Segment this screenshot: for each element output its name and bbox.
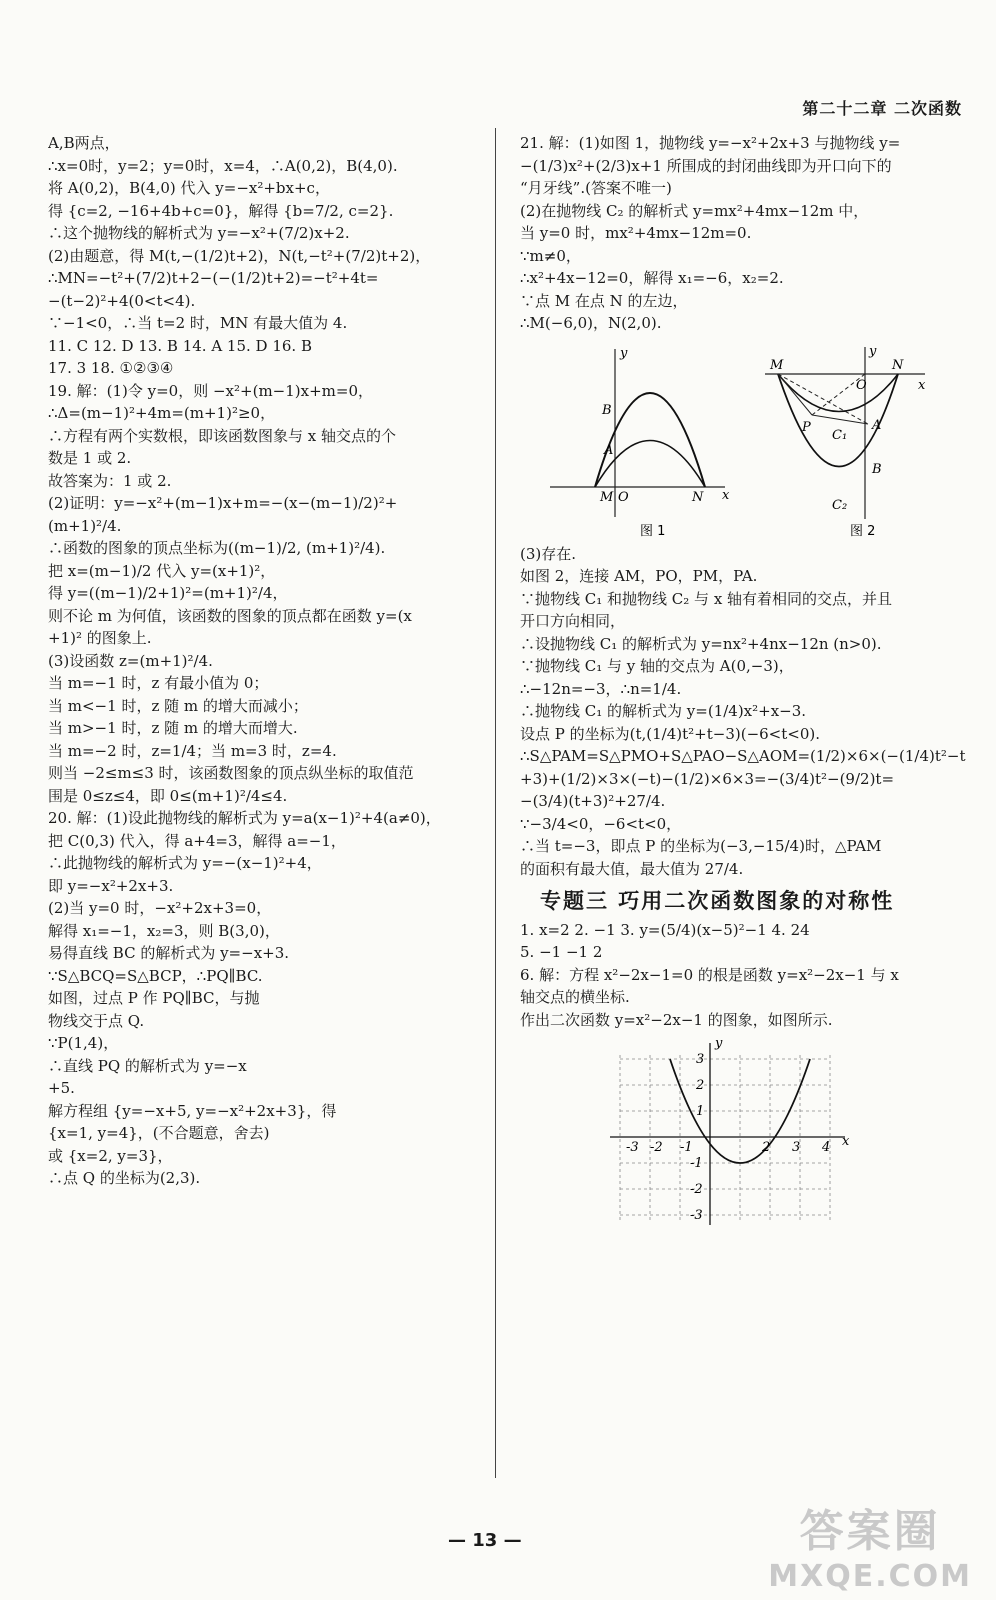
svg-text:C₁: C₁ xyxy=(832,427,848,443)
text-line: {x=1, y=4}，(不合题意，舍去) xyxy=(48,1124,270,1142)
svg-text:y: y xyxy=(620,345,628,361)
text-line: (2)当 y=0 时，−x²+2x+3=0， xyxy=(48,899,272,917)
watermark-url: MXQE.COM xyxy=(768,1559,972,1594)
text-line: (3)设函数 z=(m+1)²/4. xyxy=(48,651,213,670)
text-line: 易得直线 BC 的解析式为 y=−x+3. xyxy=(48,944,290,962)
svg-text:N: N xyxy=(692,489,704,505)
text-line: ∴这个抛物线的解析式为 y=−x²+(7/2)x+2. xyxy=(48,224,350,242)
svg-text:x: x xyxy=(918,377,926,393)
text-line: 开口方向相同， xyxy=(520,612,626,630)
text-line: ∵S△BCQ=S△BCP，∴PQ∥BC. xyxy=(48,966,263,985)
svg-text:M: M xyxy=(770,357,784,373)
text-line: (2)在抛物线 C₂ 的解析式 y=mx²+4mx−12m 中， xyxy=(520,201,869,220)
svg-text:B: B xyxy=(872,461,882,477)
text-line: “月牙线”.(答案不唯一) xyxy=(520,179,672,197)
svg-text:y: y xyxy=(715,1036,723,1051)
text-line: (m+1)²/4. xyxy=(48,516,122,535)
text-line: ∵抛物线 C₁ 和抛物线 C₂ 与 x 轴有着相同的交点，并且 xyxy=(520,589,893,608)
svg-text:A: A xyxy=(604,442,614,458)
svg-text:-2: -2 xyxy=(650,1140,663,1155)
svg-text:-3: -3 xyxy=(690,1208,703,1223)
text-line: 设点 P 的坐标为(t,(1/4)t²+t−3)(−6<t<0). xyxy=(520,724,821,743)
parabola-graph xyxy=(520,1035,960,1235)
page-number: — 13 — xyxy=(448,1530,522,1551)
text-line: 或 {x=2, y=3}， xyxy=(48,1146,173,1165)
text-line: 围是 0≤z≤4，即 0≤(m+1)²/4≤4. xyxy=(48,786,288,805)
text-line: (2)由题意，得 M(t,−(1/2)t+2)，N(t,−t²+(7/2)t+2)， xyxy=(48,246,431,265)
svg-text:1: 1 xyxy=(696,1104,705,1119)
text-line: 的面积有最大值，最大值为 27/4. xyxy=(520,859,744,878)
svg-text:2: 2 xyxy=(762,1140,771,1155)
text-line: 物线交于点 Q. xyxy=(48,1011,145,1030)
svg-text:O: O xyxy=(856,377,867,393)
text-line: ∴−12n=−3，∴n=1/4. xyxy=(520,679,682,698)
text-line: −(t−2)²+4(0<t<4). xyxy=(48,291,196,310)
svg-text:A: A xyxy=(872,417,882,433)
text-line: ∵m≠0， xyxy=(520,246,581,265)
text-line: 得 {c=2, −16+4b+c=0}，解得 {b=7/2, c=2}. xyxy=(48,201,394,220)
fig1-caption: 图 1 xyxy=(640,523,666,539)
text-line: ∴M(−6,0)，N(2,0). xyxy=(520,314,662,332)
text-line: +1)² 的图象上. xyxy=(48,629,152,647)
text-line: 如图，过点 P 作 PQ∥BC，与抛 xyxy=(48,989,260,1007)
svg-text:M: M xyxy=(600,489,614,505)
text-line: ∴抛物线 C₁ 的解析式为 y=(1/4)x²+x−3. xyxy=(520,702,807,720)
text-line: +5. xyxy=(48,1079,75,1097)
watermark-logo-text: 答案圈 xyxy=(799,1506,941,1557)
svg-text:4: 4 xyxy=(822,1140,831,1155)
text-line: ∴方程有两个实数根，即该函数图象与 x 轴交点的个 xyxy=(48,426,396,445)
text-line: 把 x=(m−1)/2 代入 y=(x+1)²， xyxy=(48,561,276,580)
svg-text:x: x xyxy=(842,1134,850,1149)
svg-text:O: O xyxy=(618,489,629,505)
text-line: ∵点 M 在点 N 的左边， xyxy=(520,291,688,310)
text-line: ∴点 Q 的坐标为(2,3). xyxy=(48,1169,201,1187)
text-line: 6. 解：方程 x²−2x−1=0 的根是函数 y=x²−2x−1 与 x xyxy=(520,965,899,984)
svg-text:-1: -1 xyxy=(680,1140,693,1155)
text-line: 解方程组 {y=−x+5, y=−x²+2x+3}，得 xyxy=(48,1101,337,1120)
text-line: ∴S△PAM=S△PMO+S△PAO−S△AOM=(1/2)×6×(−(1/4)t²−t xyxy=(520,747,966,765)
svg-text:2: 2 xyxy=(696,1078,705,1093)
text-line: 把 C(0,3) 代入，得 a+4=3，解得 a=−1， xyxy=(48,831,346,850)
figure-1 xyxy=(550,346,730,539)
text-line: 5. −1 −1 2 xyxy=(520,943,603,961)
text-line: 轴交点的横坐标. xyxy=(520,988,630,1006)
text-line: ∴当 t=−3，即点 P 的坐标为(−3,−15/4)时，△PAM xyxy=(520,837,882,855)
text-line: 得 y=((m−1)/2+1)²=(m+1)²/4， xyxy=(48,584,288,602)
text-line: 11. C 12. D 13. B 14. A 15. D 16. B xyxy=(48,336,312,355)
text-line: −(1/3)x²+(2/3)x+1 所围成的封闭曲线即为开口向下的 xyxy=(520,156,892,175)
svg-text:-2: -2 xyxy=(690,1182,703,1197)
text-line: 当 m=−2 时，z=1/4；当 m=3 时，z=4. xyxy=(48,741,337,760)
svg-text:3: 3 xyxy=(696,1052,705,1067)
text-line: 19. 解：(1)令 y=0，则 −x²+(m−1)x+m=0， xyxy=(48,381,374,400)
text-line: 解得 x₁=−1，x₂=3，则 B(3,0)， xyxy=(48,921,280,940)
svg-text:-1: -1 xyxy=(690,1156,703,1171)
right-column xyxy=(520,132,966,1462)
text-line: (3)存在. xyxy=(520,544,577,563)
figure-2 xyxy=(765,344,926,539)
text-line: ∵−1<0，∴当 t=2 时，MN 有最大值为 4. xyxy=(48,314,348,332)
svg-text:x: x xyxy=(722,487,730,503)
text-line: 当 m<−1 时，z 随 m 的增大而减小； xyxy=(48,696,308,715)
text-line: ∵抛物线 C₁ 与 y 轴的交点为 A(0,−3)， xyxy=(520,657,794,675)
text-line: −(3/4)(t+3)²+27/4. xyxy=(520,792,666,810)
section-title: 专题三 巧用二次函数图象的对称性 xyxy=(540,889,895,913)
text-line: ∴x=0时，y=2；y=0时，x=4，∴A(0,2)，B(4,0). xyxy=(48,156,398,175)
svg-text:-3: -3 xyxy=(626,1140,639,1155)
text-line: 17. 3 18. ①②③④ xyxy=(48,359,174,377)
text-line: 数是 1 或 2. xyxy=(48,449,132,467)
svg-text:y: y xyxy=(869,343,877,359)
svg-text:P: P xyxy=(802,419,811,435)
text-line: ∴函数的图象的顶点坐标为((m−1)/2, (m+1)²/4). xyxy=(48,539,386,557)
svg-text:C₂: C₂ xyxy=(832,497,848,513)
text-line: ∴x²+4x−12=0，解得 x₁=−6，x₂=2. xyxy=(520,269,784,287)
text-line: 作出二次函数 y=x²−2x−1 的图象，如图所示. xyxy=(520,1010,833,1029)
text-line: 则当 −2≤m≤3 时，该函数图象的顶点纵坐标的取值范 xyxy=(48,764,414,782)
svg-text:N: N xyxy=(892,357,904,373)
text-line: 当 m=−1 时，z 有最小值为 0； xyxy=(48,674,269,692)
text-line: ∴此抛物线的解析式为 y=−(x−1)²+4， xyxy=(48,854,322,872)
text-line: 如图 2，连接 AM，PO，PM，PA. xyxy=(520,567,758,585)
text-line: ∴直线 PQ 的解析式为 y=−x xyxy=(48,1056,247,1075)
watermark xyxy=(768,1495,972,1594)
text-line: ∴Δ=(m−1)²+4m=(m+1)²≥0， xyxy=(48,404,276,422)
column-divider xyxy=(495,128,496,1478)
figures-1-2 xyxy=(520,339,960,539)
text-line: 当 y=0 时，mx²+4mx−12m=0. xyxy=(520,224,752,242)
text-line: A,B两点， xyxy=(48,134,120,152)
svg-text:B: B xyxy=(602,402,612,418)
text-line: ∵−3/4<0，−6<t<0， xyxy=(520,814,682,833)
text-line: ∴设抛物线 C₁ 的解析式为 y=nx²+4nx−12n (n>0). xyxy=(520,634,882,653)
text-line: +3)+(1/2)×3×(−t)−(1/2)×6×3=−(3/4)t²−(9/2)t= xyxy=(520,769,895,788)
fig2-caption: 图 2 xyxy=(850,523,876,539)
text-line: 21. 解：(1)如图 1，抛物线 y=−x²+2x+3 与抛物线 y= xyxy=(520,134,901,152)
text-line: ∵P(1,4)， xyxy=(48,1034,119,1052)
text-line: 20. 解：(1)设此抛物线的解析式为 y=a(x−1)²+4(a≠0)， xyxy=(48,809,441,827)
text-line: 当 m>−1 时，z 随 m 的增大而增大. xyxy=(48,719,298,737)
svg-text:3: 3 xyxy=(792,1140,801,1155)
text-line: ∴MN=−t²+(7/2)t+2−(−(1/2)t+2)=−t²+4t= xyxy=(48,269,379,287)
text-line: 则不论 m 为何值，该函数的图象的顶点都在函数 y=(x xyxy=(48,606,412,625)
left-column xyxy=(48,132,480,1462)
text-line: 故答案为：1 或 2. xyxy=(48,471,172,490)
text-line: 将 A(0,2)，B(4,0) 代入 y=−x²+bx+c， xyxy=(48,179,330,197)
text-line: 即 y=−x²+2x+3. xyxy=(48,876,174,895)
chapter-header: 第二十二章 二次函数 xyxy=(802,99,962,118)
text-line: 1. x=2 2. −1 3. y=(5/4)(x−5)²−1 4. 24 xyxy=(520,920,810,939)
text-line: (2)证明：y=−x²+(m−1)x+m=−(x−(m−1)/2)²+ xyxy=(48,494,398,512)
